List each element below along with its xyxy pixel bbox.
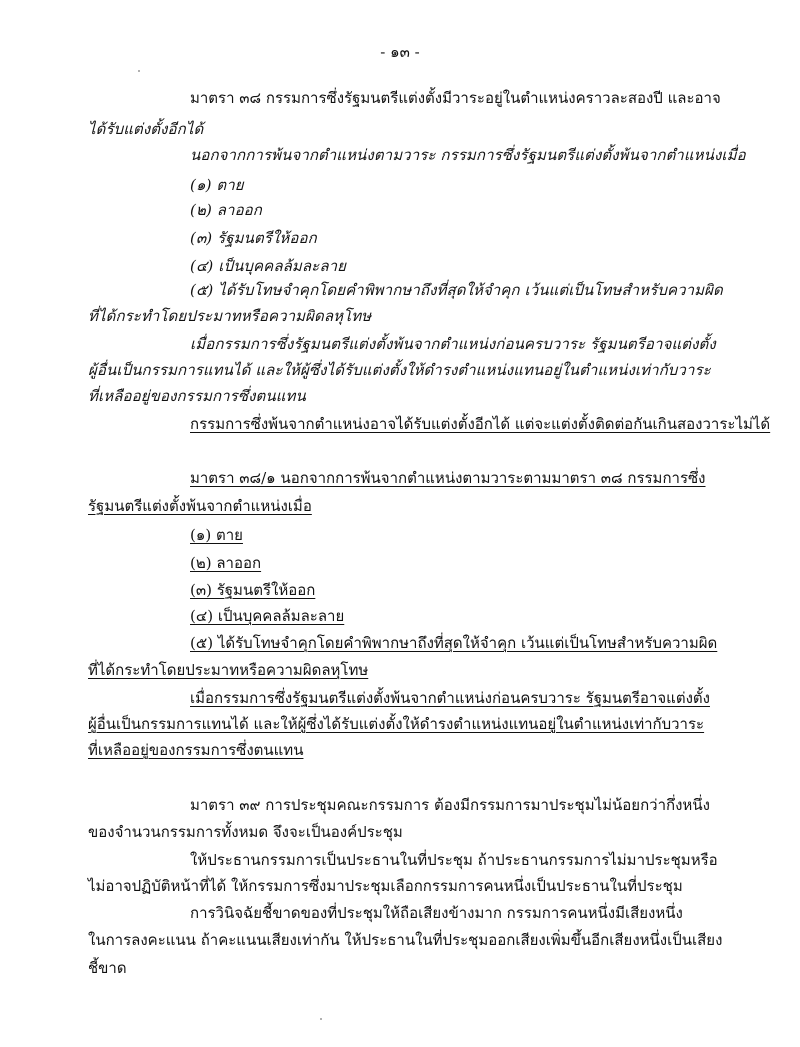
section38-old-intro: นอกจากการพ้นจากตำแหน่งตามวาระ กรรมการซึ่งรัฐมนตรีแต่งตั้งพ้นจากตำแหน่งเมื่อ [190,146,746,164]
section38-old-item-1: (๑) ตาย [190,176,244,194]
section38-old-item-3: (๓) รัฐมนตรีให้ออก [190,229,317,247]
section39-p3-line2: ในการลงคะแนน ถ้าคะแนนเสียงเท่ากัน ให้ประธานในที่ประชุมออกเสียงเพิ่มขึ้นอีกเสียงหนึ่งเป็นเสียง [88,931,723,949]
section38-old-item-4: (๔) เป็นบุคคลล้มละลาย [190,257,347,275]
section38-old-item-5-line1: (๕) ได้รับโทษจำคุกโดยคำพิพากษาถึงที่สุดให้จำคุก เว้นแต่เป็นโทษสำหรับความผิด [190,281,723,299]
section38-line1: มาตรา ๓๘ กรรมการซึ่งรัฐมนตรีแต่งตั้งมีวาระอยู่ในตำแหน่งคราวละสองปี และอาจ [190,89,721,107]
section38-line2: ได้รับแต่งตั้งอีกได้ [88,120,204,138]
section38-1-para-line2: ผู้อื่นเป็นกรรมการแทนได้ และให้ผู้ซึ่งได้รับแต่งตั้งให้ดำรงตำแหน่งแทนอยู่ในตำแหน่งเท่ากับวาระ [88,715,705,733]
section38-1-line2: รัฐมนตรีแต่งตั้งพ้นจากตำแหน่งเมื่อ [88,497,312,515]
section38-1-item-3: (๓) รัฐมนตรีให้ออก [190,581,316,599]
section38-old-para-line3: ที่เหลืออยู่ของกรรมการซึ่งตนแทน [88,387,306,405]
section38-1-item-5-line2: ที่ได้กระทำโดยประมาทหรือความผิดลหุโทษ [88,661,369,679]
section39-p3-line1: การวินิจฉัยชี้ขาดของที่ประชุมให้ถือเสียงข้างมาก กรรมการคนหนึ่งมีเสียงหนึ่ง [190,904,683,922]
section39-p2-line1: ให้ประธานกรรมการเป็นประธานในที่ประชุม ถ้าประธานกรรมการไม่มาประชุมหรือ [190,851,718,869]
section38-1-line1: มาตรา ๓๘/๑ นอกจากการพ้นจากตำแหน่งตามวาระตามมาตรา ๓๘ กรรมการซึ่ง [190,469,706,487]
section38-1-item-5-line1: (๕) ได้รับโทษจำคุกโดยคำพิพากษาถึงที่สุดให้จำคุก เว้นแต่เป็นโทษสำหรับความผิด [190,634,718,652]
section38-1-para-line3: ที่เหลืออยู่ของกรรมการซึ่งตนแทน [88,741,304,759]
section38-old-item-5-line2: ที่ได้กระทำโดยประมาทหรือความผิดลหุโทษ [88,307,372,325]
section38-old-para-line1: เมื่อกรรมการซึ่งรัฐมนตรีแต่งตั้งพ้นจากตำแหน่งก่อนครบวาระ รัฐมนตรีอาจแต่งตั้ง [190,335,716,353]
section38-old-item-2: (๒) ลาออก [190,201,262,219]
scan-speck [138,70,140,72]
section38-old-para-line2: ผู้อื่นเป็นกรรมการแทนได้ และให้ผู้ซึ่งได้รับแต่งตั้งให้ดำรงตำแหน่งแทนอยู่ในตำแหน่งเท่ากับวาระ [88,361,711,379]
section38-new-para: กรรมการซึ่งพ้นจากตำแหน่งอาจได้รับแต่งตั้งอีกได้ แต่จะแต่งตั้งติดต่อกันเกินสองวาระไม่ได้ [190,415,771,433]
section39-line1: มาตรา ๓๙ การประชุมคณะกรรมการ ต้องมีกรรมการมาประชุมไม่น้อยกว่ากึ่งหนึ่ง [190,796,710,814]
scan-speck [320,1018,322,1020]
section39-line2: ของจำนวนกรรมการทั้งหมด จึงจะเป็นองค์ประชุม [88,823,403,841]
section38-1-item-4: (๔) เป็นบุคคลล้มละลาย [190,607,345,625]
section38-1-item-2: (๒) ลาออก [190,554,262,572]
section39-p2-line2: ไม่อาจปฏิบัติหน้าที่ได้ ให้กรรมการซึ่งมาประชุมเลือกกรรมการคนหนึ่งเป็นประธานในที่ประชุม [88,877,683,895]
section38-1-para-line1: เมื่อกรรมการซึ่งรัฐมนตรีแต่งตั้งพ้นจากตำแหน่งก่อนครบวาระ รัฐมนตรีอาจแต่งตั้ง [190,689,710,707]
page-number: - ๑๓ - [380,43,420,61]
section38-1-item-1: (๑) ตาย [190,526,243,544]
section39-p3-line3: ชี้ขาด [88,959,127,977]
